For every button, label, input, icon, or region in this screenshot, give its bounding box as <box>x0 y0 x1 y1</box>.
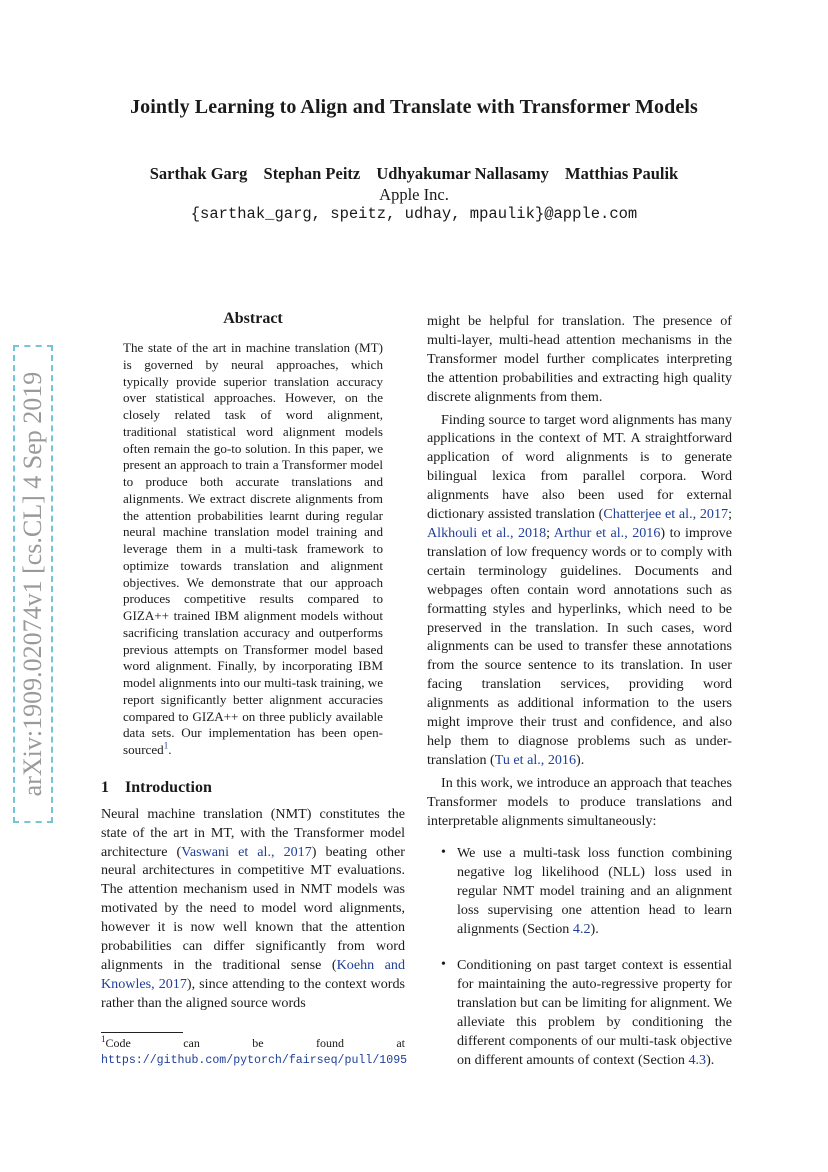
bullet-icon: • <box>441 957 446 972</box>
footnote-mark: 1 <box>101 1034 106 1044</box>
citation-link[interactable]: Chatterjee et al., 2017 <box>603 506 729 523</box>
paragraph-text: Neural machine translation (NMT) constitutes the state of the art in MT, with the Transformer model architecture ( <box>101 805 405 860</box>
footnote <box>101 1034 408 1068</box>
section-ref-link[interactable]: 4.2 <box>572 921 591 938</box>
author-name: Stephan Peitz <box>263 164 361 183</box>
list-item-end: ). <box>590 921 599 938</box>
paper-title: Jointly Learning to Align and Translate with Transformer Models <box>130 96 698 118</box>
author-list <box>0 164 828 184</box>
intro-paragraph-1 <box>101 805 405 1013</box>
abstract-end: . <box>168 742 172 757</box>
citation-link[interactable]: Arthur et al., 2016 <box>553 524 661 541</box>
intro-paragraph-3: In this work, we introduce an approach that teaches Transformer models to produce translations and interpretable alignments simultaneously: <box>427 774 732 829</box>
list-item-text: Conditioning on past target context is essential for maintaining the auto-regressive property for translation but can be limiting for alignment. We alleviate this problem by conditioning the different components of our multi-task objective on different amounts of context (Section <box>457 957 732 1068</box>
section-number: 1 <box>101 778 109 796</box>
paragraph-text: ). <box>576 751 585 768</box>
list-item <box>427 956 732 1069</box>
abstract-heading: Abstract <box>223 310 283 327</box>
author-name: Matthias Paulik <box>565 164 679 183</box>
affiliation: Apple Inc. <box>379 185 449 204</box>
list-item-end: ). <box>706 1051 715 1068</box>
section-title: Introduction <box>125 778 212 796</box>
citation-link[interactable]: Tu et al., 2016 <box>494 751 577 768</box>
paragraph-text: ) to improve translation of low frequency words or to comply with certain terminology guidelines. Documents and webpages often contain word annotations such as formatting styles and hyperlinks, which need to be preserved in the translation. In such cases, word alignments can be used to transfer these annotations from the source sentence to its translation. In user facing translation services, providing word alignments as additional information to the users might improve their trust and confidence, and also help them to diagnose problems such as under-translation ( <box>427 524 732 768</box>
section-ref-link[interactable]: 4.3 <box>688 1051 707 1068</box>
author-name: Udhyakumar Nallasamy <box>376 164 549 183</box>
citation-separator: ; <box>546 524 554 541</box>
author-name: Sarthak Garg <box>149 164 248 183</box>
right-column <box>427 312 732 1086</box>
footnote-divider <box>101 1032 183 1033</box>
citation-link[interactable]: Vaswani et al., 2017 <box>181 843 312 860</box>
abstract-body <box>123 340 383 759</box>
intro-paragraph-2 <box>427 411 732 770</box>
footnote-text: Code can be found at <box>105 1036 405 1050</box>
footnote-marker-link[interactable]: 1 <box>163 740 169 751</box>
section-heading-introduction <box>101 779 405 797</box>
arxiv-stamp[interactable] <box>13 345 53 823</box>
arxiv-stamp-text: arXiv:1909.02074v1 [cs.CL] 4 Sep 2019 <box>18 371 47 797</box>
paragraph-text: ) beating other neural architectures in competitive MT evaluations. The attention mechanism used in NMT models was motivated by the need to model word alignments, however it is now well known that the attention probabilities can differ significantly from word alignments in the traditional sense ( <box>101 843 406 973</box>
paragraph-text: Finding source to target word alignments has many applications in the context of MT. A straightforward application of word alignments is to generate bilingual lexica from parallel corpora. Word alignments have also been used for external dictionary assisted translation ( <box>427 411 732 523</box>
citation-link[interactable]: Alkhouli et al., 2018 <box>427 524 547 541</box>
author-emails: {sarthak_garg, speitz, udhay, mpaulik}@apple.com <box>190 205 638 223</box>
paragraph-text-continued: ), since attending to the context words rather than the aligned source words <box>101 975 406 1011</box>
list-item-text: We use a multi-task loss function combining negative log likelihood (NLL) loss used in regular NMT model training and an alignment loss supervising one attention head to learn alignments (Section <box>457 845 732 938</box>
list-item <box>427 844 732 939</box>
citation-link[interactable]: Koehn and Knowles, 2017 <box>101 957 405 992</box>
footnote-url-link[interactable]: https://github.com/pytorch/fairseq/pull/1095 <box>101 1053 408 1067</box>
abstract-text: The state of the art in machine translation (MT) is governed by neural approaches, which typically provide superior translation accuracy over statistical approaches. However, on the closely related task of word alignment, traditional statistical word alignment models often remain the go-to solution. In this paper, we present an approach to train a Transformer model to produce both accurate translations and alignments. We extract discrete alignments from the attention probabilities learnt during regular neural machine translation model training and leverage them in a multi-task framework to optimize towards translation and alignment objectives. We demonstrate that our approach produces competitive results compared to GIZA++ trained IBM alignment models without sacrificing translation accuracy and outperforms previous attempts on Transformer model based word alignment. Finally, by incorporating IBM model alignments into our multi-task training, we report significantly better alignment accuracies compared to GIZA++ on three publicly available data sets. Our implementation has been open-sourced <box>123 340 384 757</box>
citation-separator: ; <box>728 506 732 523</box>
left-column <box>101 310 405 1013</box>
bullet-icon: • <box>441 845 446 861</box>
contribution-list <box>427 844 732 1069</box>
intro-paragraph-1-continued: might be helpful for translation. The presence of multi-layer, multi-head attention mechanisms in the Transformer model further complicates interpreting the attention probabilities and extracting high quality discrete alignments from them. <box>427 313 732 405</box>
